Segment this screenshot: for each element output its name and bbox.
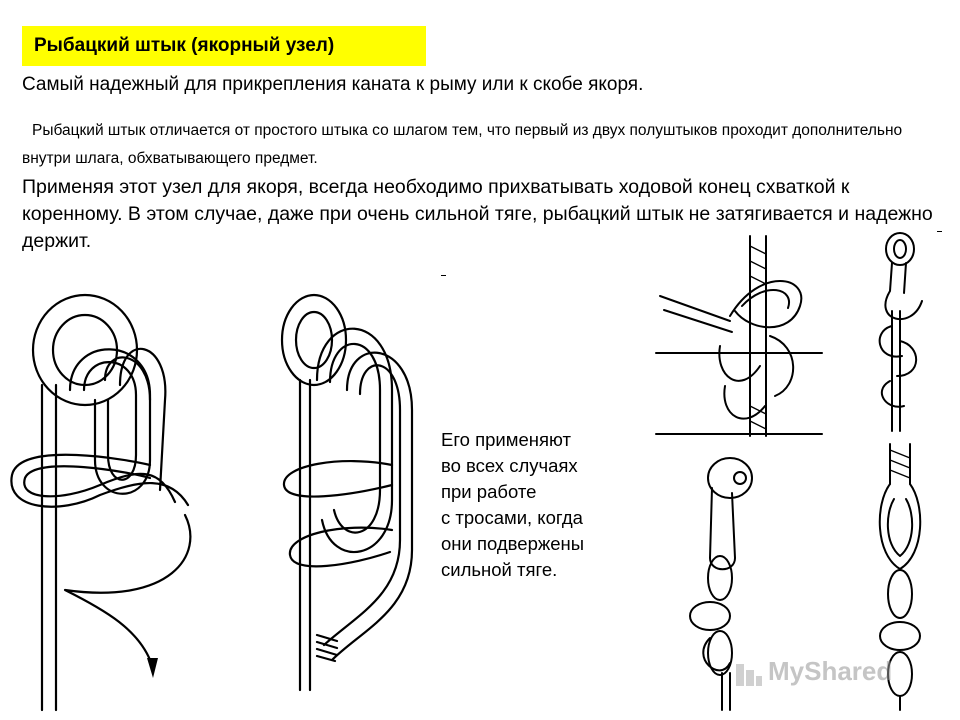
hook-illustration: [862, 231, 947, 431]
divider-mark: [441, 275, 446, 276]
side-note-line: при работе: [441, 481, 537, 502]
side-note: [441, 427, 584, 583]
ring-knot-illustration: [0, 290, 220, 710]
lead-text: Самый надежный для прикрепления каната к рыму или к скобе якоря.: [22, 74, 644, 95]
side-note-line: во всех случаях: [441, 455, 578, 476]
page-title: Рыбацкий штык (якорный узел): [22, 26, 426, 66]
side-note-line: они подвержены: [441, 533, 585, 554]
side-note-line: сильной тяге.: [441, 559, 558, 580]
paragraph-description: Рыбацкий штык отличается от простого штыка со шлагом тем, что первый из двух полуштыков проходит дополнительно внутри шлага, обхватывающего предмет.: [22, 122, 903, 167]
side-note-line: с тросами, когда: [441, 507, 583, 528]
arrow-icon: [65, 515, 190, 665]
watermark: MyShared: [768, 656, 893, 686]
watermark-logo: [734, 660, 764, 690]
side-note-line: Его применяют: [441, 429, 571, 450]
paragraph-usage: Применяя этот узел для якоря, всегда необходимо прихватывать ходовой конец схваткой к коренному. В этом случае, даже при очень сильной тяге, рыбацкий штык не затягивается и надежно держит.: [22, 176, 933, 252]
ring-knot-illustration: [262, 290, 442, 690]
post-knot-illustration: [650, 236, 825, 436]
